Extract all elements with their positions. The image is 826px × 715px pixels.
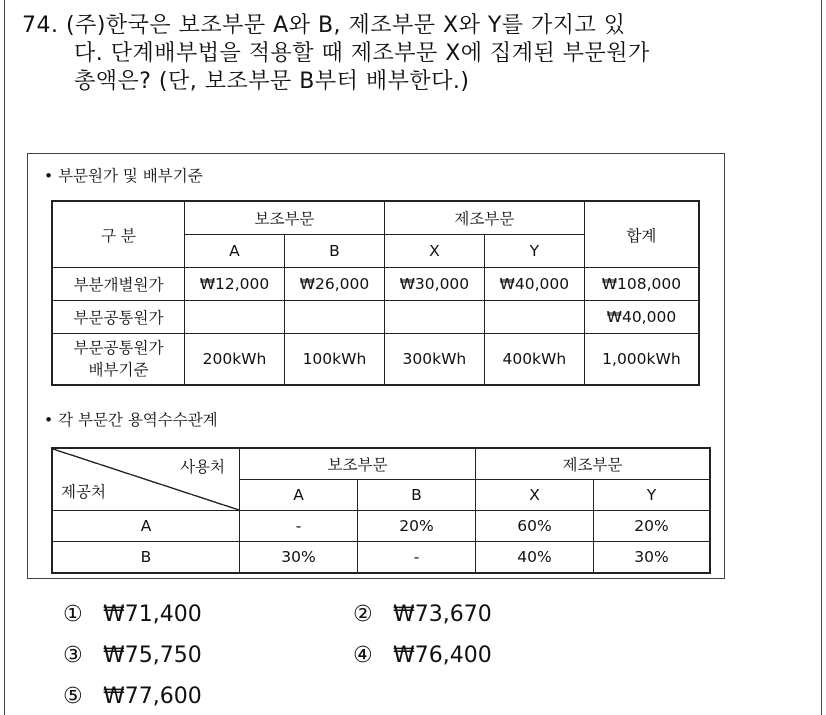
cell: 300kWh	[384, 334, 484, 386]
col-header: A	[240, 480, 358, 511]
col-header: B	[358, 480, 476, 511]
cell: ₩26,000	[284, 268, 384, 301]
table-row	[52, 301, 699, 334]
cell: 30%	[594, 542, 711, 574]
cell: ₩12,000	[185, 268, 285, 301]
row-label: 부분개별원가	[52, 268, 185, 301]
cell: 20%	[358, 511, 476, 542]
choice-text: ₩76,400	[393, 643, 492, 668]
choice-marker: ⑤	[63, 684, 83, 709]
cell: 60%	[476, 511, 594, 542]
col-header: B	[284, 235, 384, 268]
col-header: X	[476, 480, 594, 511]
section-title-service: • 각 부문간 용역수수관계	[44, 411, 218, 429]
cell: 1,000kWh	[584, 334, 699, 386]
table-row	[52, 334, 699, 386]
user-label: 사용처	[180, 458, 225, 476]
cell: 100kWh	[284, 334, 384, 386]
cell: -	[358, 542, 476, 574]
choice-marker: ③	[63, 643, 83, 668]
cell: 200kWh	[185, 334, 285, 386]
table-row	[52, 511, 710, 542]
col-header: Y	[484, 235, 584, 268]
row-label: B	[52, 542, 240, 574]
row-label-line-2: 배부기준	[88, 361, 149, 379]
row-label: 부문공통원가	[52, 301, 185, 334]
choice-text: ₩73,670	[393, 602, 492, 627]
table-row	[52, 268, 699, 301]
question-text	[22, 12, 812, 96]
col-header: X	[384, 235, 484, 268]
row-label-line-1: 부문공통원가	[73, 339, 164, 357]
col-header: A	[185, 235, 285, 268]
choice-4[interactable]	[353, 643, 492, 668]
cell: 400kWh	[484, 334, 584, 386]
choice-text: ₩75,750	[103, 643, 202, 668]
diagonal-header	[52, 448, 240, 511]
choice-1[interactable]	[63, 602, 202, 627]
choice-3[interactable]	[63, 643, 202, 668]
cost-table	[51, 200, 700, 386]
header-gubun: 구 분	[52, 201, 185, 268]
section-title-cost: • 부문원가 및 배부기준	[44, 167, 203, 185]
cell: ₩30,000	[384, 268, 484, 301]
question-line-2: 다. 단계배부법을 적용할 때 제조부문 X에 집계된 부문원가	[74, 41, 650, 66]
cell: 30%	[240, 542, 358, 574]
choice-marker: ②	[353, 602, 373, 627]
choice-5[interactable]	[63, 684, 202, 709]
header-support: 보조부문	[185, 201, 385, 235]
header-manufacturing: 제조부문	[384, 201, 584, 235]
choice-text: ₩77,600	[103, 684, 202, 709]
service-table	[51, 447, 711, 574]
question-line-1: 74. (주)한국은 보조부문 A와 B, 제조부문 X와 Y를 가지고 있	[22, 13, 626, 38]
cell: ₩108,000	[584, 268, 699, 301]
cell: -	[240, 511, 358, 542]
provider-label: 제공처	[61, 483, 106, 501]
question-line-3: 총액은? (단, 보조부문 B부터 배부한다.)	[74, 69, 470, 94]
cell: ₩40,000	[484, 268, 584, 301]
row-label	[52, 334, 185, 386]
cell	[185, 301, 285, 334]
table-row	[52, 542, 710, 574]
col-header: Y	[594, 480, 711, 511]
cell	[384, 301, 484, 334]
cell	[484, 301, 584, 334]
choice-text: ₩71,400	[103, 602, 202, 627]
choice-marker: ①	[63, 602, 83, 627]
choice-2[interactable]	[353, 602, 492, 627]
cell	[284, 301, 384, 334]
cell: 40%	[476, 542, 594, 574]
header-support: 보조부문	[240, 448, 476, 480]
header-manufacturing: 제조부문	[476, 448, 711, 480]
cell: ₩40,000	[584, 301, 699, 334]
data-box	[27, 153, 725, 579]
row-label: A	[52, 511, 240, 542]
header-total: 합계	[584, 201, 699, 268]
choice-marker: ④	[353, 643, 373, 668]
cell: 20%	[594, 511, 711, 542]
